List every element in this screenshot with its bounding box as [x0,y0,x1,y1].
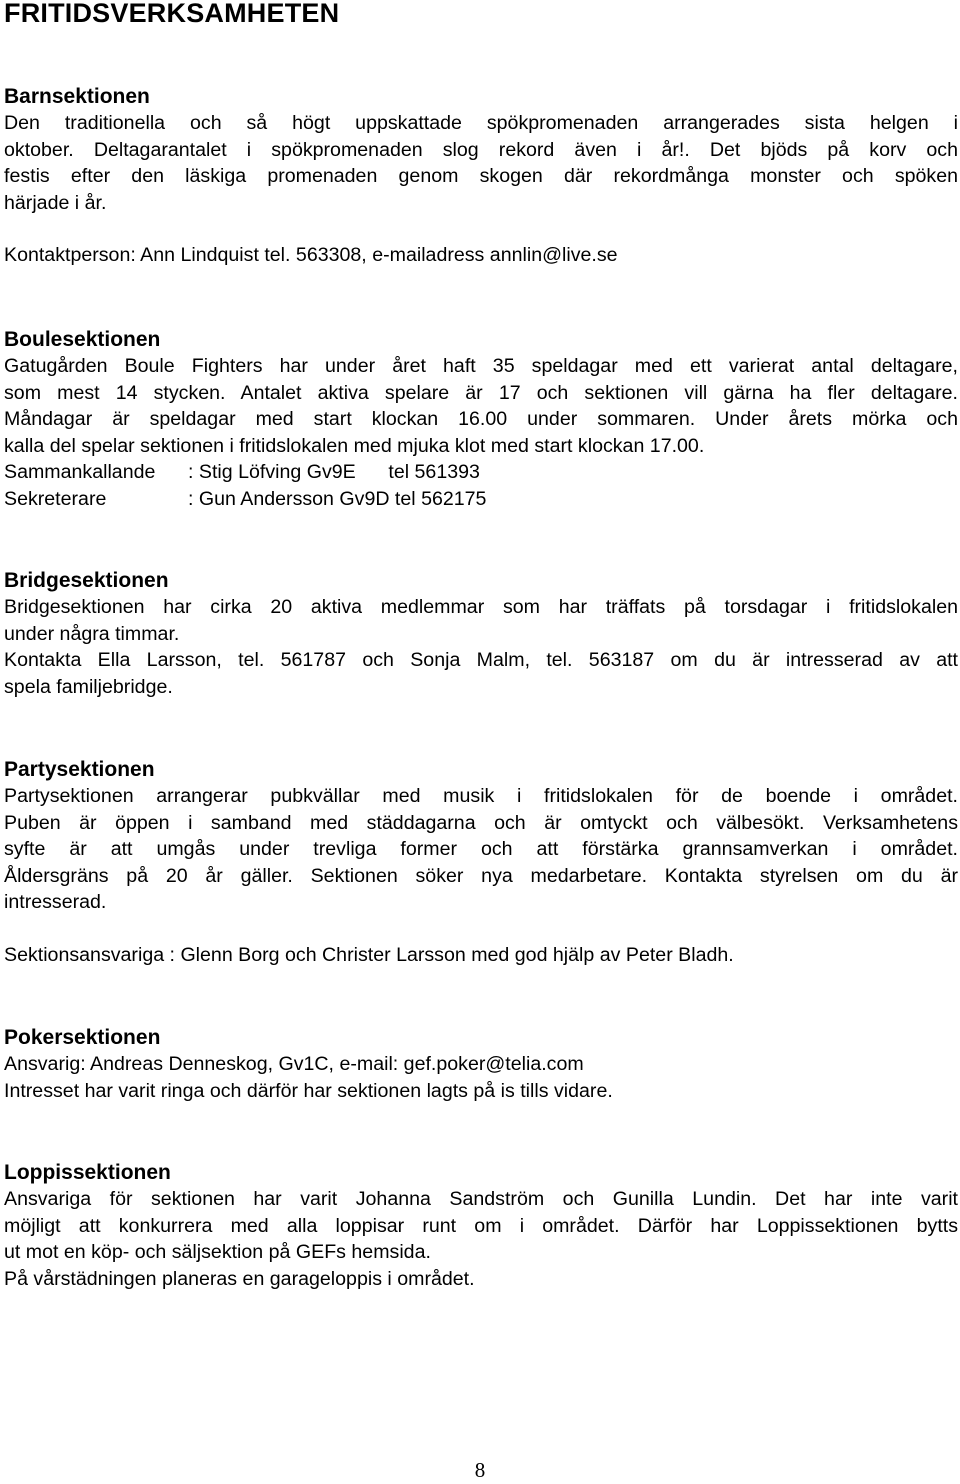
paragraph-line: spela familjebridge. [4,675,173,698]
convener-line [4,459,958,486]
section-poker [4,1025,958,1104]
secretary-line [4,486,958,513]
section-heading: Bridgesektionen [4,569,169,592]
paragraph-line: härjade i år. [4,191,107,214]
paragraph-line: Bridgesektionen har cirka 20 aktiva medlemmar som har träffats på torsdagar i fritidslokalen [4,596,958,618]
contact-line: Kontaktperson: Ann Lindquist tel. 563308, e-mailadress annlin@live.se [4,244,618,266]
paragraph-line: Intresset har varit ringa och därför har sektionen lagts på is tills vidare. [4,1079,613,1102]
paragraph-line: syfte är att umgås under trevliga former och att förstärka grannsamverkan i området. [4,838,958,860]
section-heading: Barnsektionen [4,85,150,108]
section-boule [4,327,958,512]
paragraph-line: Åldersgräns på 20 år gäller. Sektionen söker nya medarbetare. Kontakta styrelsen om du är [4,864,958,887]
paragraph-line: festis efter den läskiga promenaden genom skogen där rekordmånga monster och spöken [4,165,958,187]
section-barn [4,84,958,269]
paragraph-line: under några timmar. [4,622,180,645]
paragraph-line: som mest 14 stycken. Antalet aktiva spelare är 17 och sektionen vill gärna ha fler deltagare. [4,381,958,404]
section-heading: Pokersektionen [4,1026,161,1049]
section-bridge [4,568,958,700]
paragraph-line: Ansvariga för sektionen har varit Johanna Sandström och Gunilla Lundin. Det har inte varit [4,1188,958,1210]
paragraph-line: intresserad. [4,891,107,913]
paragraph-line: kalla del spelar sektionen i fritidslokalen med mjuka klot med start klockan 17.00. [4,434,705,457]
section-heading: Partysektionen [4,758,155,781]
page-title: FRITIDSVERKSAMHETEN [4,0,340,28]
section-loppis [4,1160,958,1292]
paragraph-line: Puben är öppen i samband med städdagarna och är omtyckt och välbesökt. Verksamhetens [4,811,958,834]
paragraph-line: Partysektionen arrangerar pubkvällar med musik i fritidslokalen för de boende i området. [4,785,958,807]
paragraph-line: oktober. Deltagarantalet i spökpromenaden slog rekord även i år!. Det bjöds på korv och [4,138,958,161]
paragraph-line: Den traditionella och så högt uppskattade spökpromenaden arrangerades sista helgen i [4,112,958,134]
paragraph-line: Kontakta Ella Larsson, tel. 561787 och Sonja Malm, tel. 563187 om du är intresserad av att [4,649,958,671]
paragraph-line: möjligt att konkurrera med alla loppisar runt om i området. Därför har Loppissektionen bytts [4,1214,958,1237]
section-heading: Loppissektionen [4,1161,171,1184]
secretary-value: : Gun Andersson Gv9D tel 562175 [188,487,487,510]
paragraph-line: Ansvarig: Andreas Denneskog, Gv1C, e-mail: gef.poker@telia.com [4,1053,584,1075]
paragraph-line: Gatugården Boule Fighters har under året haft 35 speldagar med ett varierat antal deltagare, [4,355,958,377]
responsible-line: Sektionsansvariga : Glenn Borg och Christer Larsson med god hjälp av Peter Bladh. [4,943,734,966]
paragraph-line: På vårstädningen planeras en garageloppis i området. [4,1267,475,1290]
paragraph-line: Måndagar är speldagar med start klockan 16.00 under sommaren. Under årets mörka och [4,408,958,430]
section-heading: Boulesektionen [4,328,161,351]
secretary-label: Sekreterare [4,487,107,510]
paragraph-line: ut mot en köp- och säljsektion på GEFs hemsida. [4,1241,431,1263]
section-party [4,757,958,968]
page-number: 8 [474,1458,486,1482]
convener-value: : Stig Löfving Gv9E tel 561393 [188,461,480,483]
convener-label: Sammankallande [4,461,156,483]
